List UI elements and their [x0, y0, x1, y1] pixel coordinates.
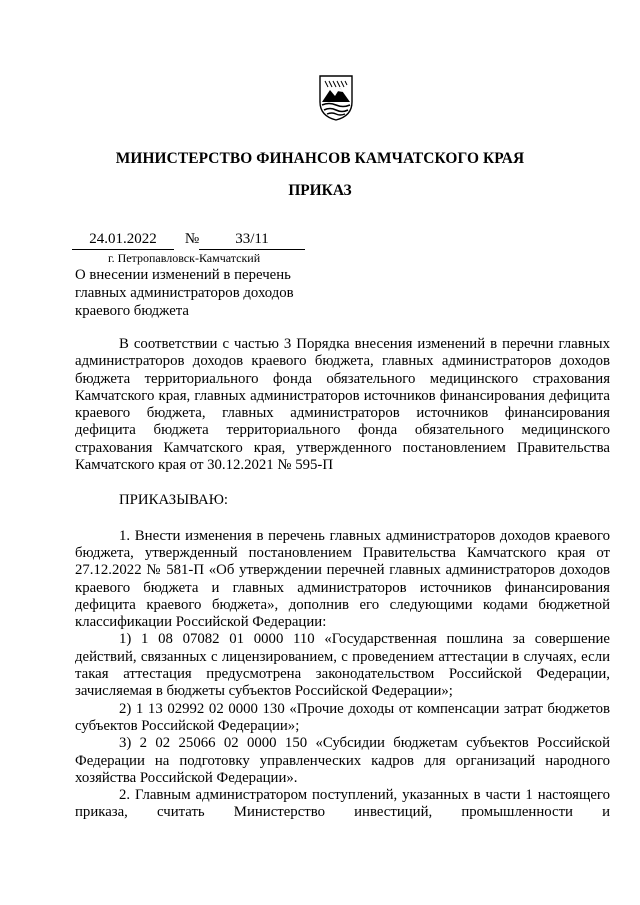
city-label: г. Петропавловск-Камчатский: [108, 251, 261, 265]
paragraph-item-1-3: 3) 2 02 25066 02 0000 150 «Субсидии бюджетам субъектов Российской Федерации на подготовку управленческих кадров для организаций народного хозяйства Российской Федерации».: [75, 735, 610, 786]
paragraph-item-1-1: 1) 1 08 07082 01 0000 110 «Государственная пошлина за совершение действий, связанных с лицензированием, с проведением аттестации в случаях, если такая аттестация предусмотрена законодательством Российской Федерации, зачисляемая в бюджеты субъектов Российской Федерации»;: [75, 631, 610, 700]
subject-line: краевого бюджета: [75, 303, 189, 319]
paragraph-item-2: 2. Главным администратором поступлений, указанных в части 1 настоящего приказа, считать Министерство инвестиций, промышленности и: [75, 787, 610, 821]
subject-line: О внесении изменений в перечень: [75, 267, 291, 283]
paragraph-item-1-2: 2) 1 13 02992 02 0000 130 «Прочие доходы от компенсации затрат бюджетов субъектов Российской Федерации»;: [75, 700, 610, 734]
ministry-title: МИНИСТЕРСТВО ФИНАНСОВ КАМЧАТСКОГО КРАЯ: [115, 150, 525, 167]
document-type-title: ПРИКАЗ: [288, 182, 352, 199]
registration-number: 33/11: [199, 231, 305, 250]
document-body: [75, 336, 610, 822]
subject-heading: [75, 266, 315, 320]
registration-date: 24.01.2022: [72, 231, 174, 250]
subject-line: главных администраторов доходов: [75, 285, 294, 301]
number-sign: №: [184, 231, 200, 247]
command-word: ПРИКАЗЫВАЮ:: [119, 492, 229, 509]
paragraph-item-1: 1. Внести изменения в перечень главных администраторов доходов краевого бюджета, утвержденный постановлением Правительства Камчатского края от 27.12.2022 № 581-П «Об утверждении перечней главных администраторов доходов краевого бюджета и главных администраторов источников финансирования дефицита краевого бюджета», дополнив его следующими кодами бюджетной классификации Российской Федерации:: [75, 527, 610, 631]
preamble-paragraph: В соответствии с частью 3 Порядка внесения изменений в перечни главных администраторов доходов краевого бюджета, главных администраторов доходов бюджета территориального фонда обязательного медицинского страхования Камчатского края, главных администраторов источников финансирования дефицита краевого бюджета, главных администраторов источников финансирования дефицита бюджета территориального фонда обязательного медицинского страхования Камчатского края, утвержденного постановлением Правительства Камчатского края от 30.12.2021 № 595-П: [75, 336, 610, 474]
coat-of-arms-emblem: [316, 72, 356, 122]
